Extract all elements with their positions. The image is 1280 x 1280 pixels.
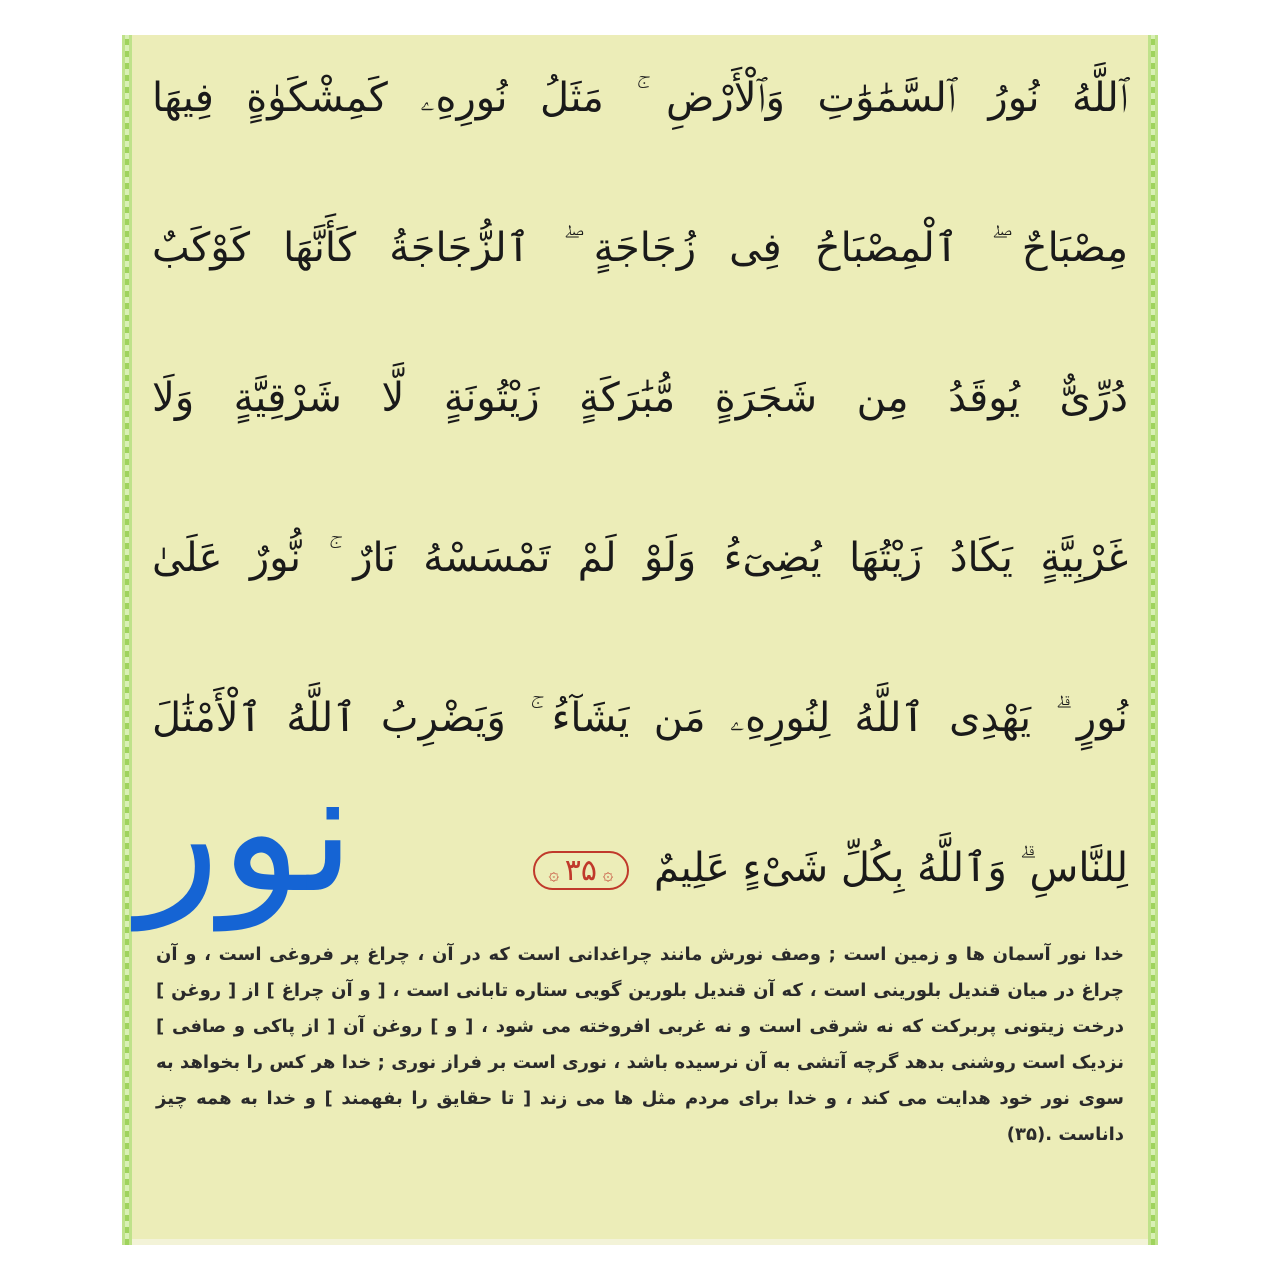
verse-line-2: مِصْبَاحٌ ۖ ٱلْمِصْبَاحُ فِى زُجَاجَةٍ ۖ ٱلزُّجَاجَةُ كَأَنَّهَا كَوْكَبٌ: [152, 225, 1128, 271]
ayah-number-marker: ۞ ۳۵ ۞: [533, 851, 630, 890]
overlay-word-noor: نور: [138, 733, 356, 931]
verse-line-6-text: لِلنَّاسِ ۗ وَٱللَّهُ بِكُلِّ شَىْءٍ عَلِيمٌ: [654, 845, 1128, 891]
verse-line-3: دُرِّىٌّ يُوقَدُ مِن شَجَرَةٍ مُّبَٰرَكَةٍ زَيْتُونَةٍ لَّا شَرْقِيَّةٍ وَلَا: [152, 375, 1128, 421]
verse-line-5: نُورٍ ۗ يَهْدِى ٱللَّهُ لِنُورِهِۦ مَن يَشَآءُ ۚ وَيَضْرِبُ ٱللَّهُ ٱلْأَمْثَٰلَ: [152, 695, 1128, 741]
verse-line-1: ٱللَّهُ نُورُ ٱلسَّمَٰوَٰتِ وَٱلْأَرْضِ ۚ مَثَلُ نُورِهِۦ كَمِشْكَوٰةٍ فِيهَا: [152, 75, 1128, 121]
quran-page: [122, 35, 1158, 1245]
page-bottom-strip: [132, 1239, 1148, 1245]
verse-line-4: غَرْبِيَّةٍ يَكَادُ زَيْتُهَا يُضِىٓءُ وَلَوْ لَمْ تَمْسَسْهُ نَارٌ ۚ نُّورٌ عَلَىٰ: [152, 535, 1128, 581]
persian-translation: خدا نور آسمان ها و زمین است ; وصف نورش مانند چراغدانی است که در آن ، چراغ پر فروغی است ، و آن چراغ در میان قندیل بلورینی است ، که آن قندیل بلورین گویی ستاره تابانی است ، [ و آن چراغ ] از [ روغن ] درخت زیتونی پربرکت که نه شرقی است و نه غربی افروخته می شود ، [ و ] روغن آن [ از پاکی و صافی ] نزدیک است روشنی بدهد گرچه آتشی به آن نرسیده باشد ، نوری است بر فراز نوری ; خدا هر کس را بخواهد به سوی نور خود هدایت می کند ، و خدا برای مردم مثل ها می زند [ تا حقایق را بفهمند ] و خدا به همه چیز داناست .(۳۵): [156, 944, 1124, 1145]
